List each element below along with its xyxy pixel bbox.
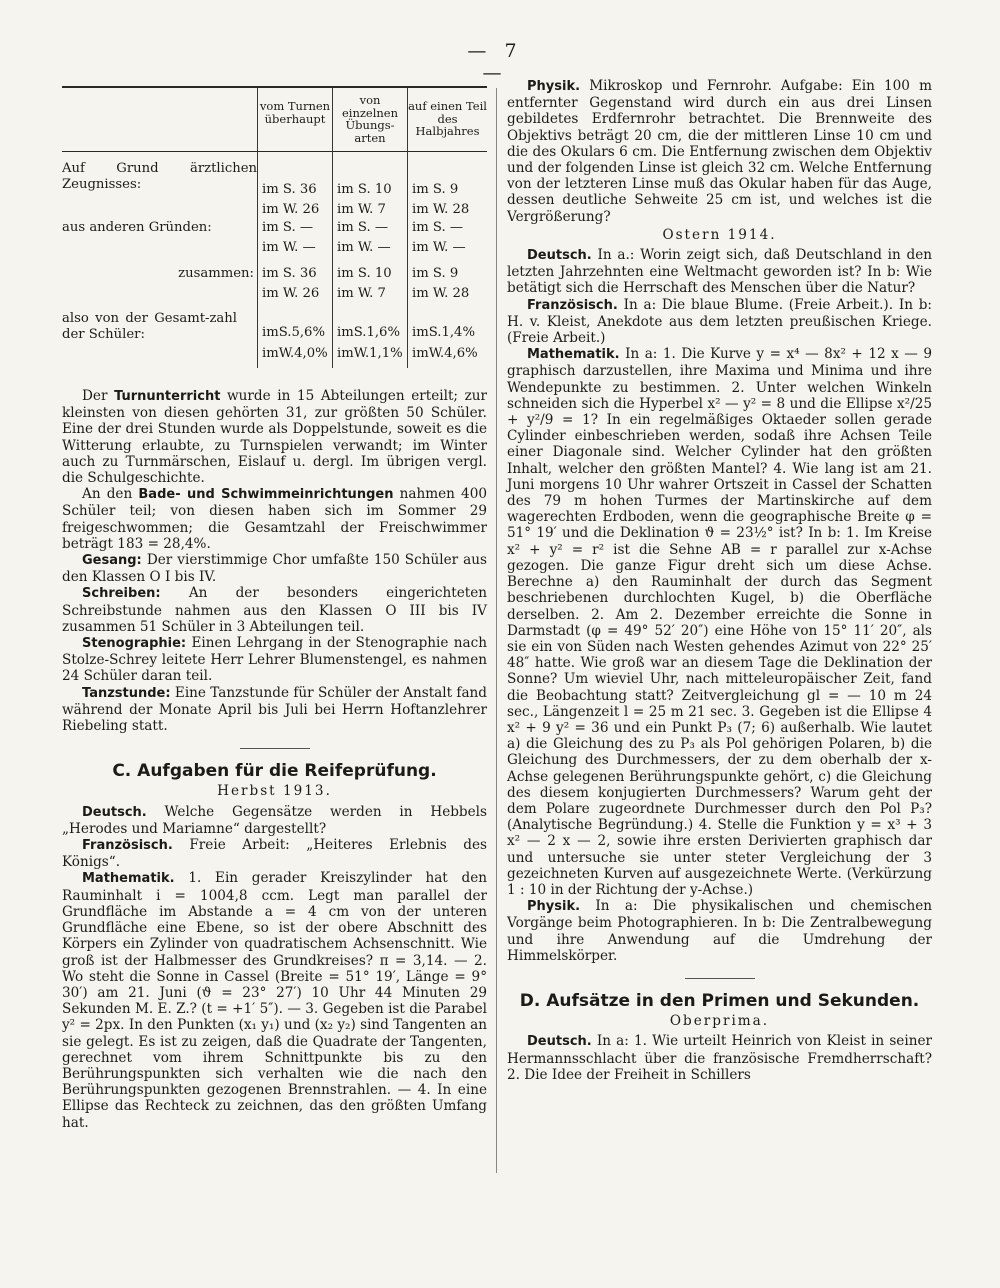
table-row-label: Auf Grund ärztlichen Zeugnisses:	[62, 161, 257, 193]
paragraph-bade: An den Bade- und Schwimmeinrichtungen nahmen 400 Schüler teil; von diesen haben sich im Sommer 29 freigeschwommen; die Gesamtzahl der Freischwimmer beträgt 183 = 28,4%.	[62, 486, 488, 552]
page-number: — 7 —	[467, 40, 523, 84]
table-cell: imS.1,4%	[412, 325, 475, 340]
table-row-label: also von der Gesamt-zahl der Schüler:	[62, 311, 237, 343]
table-cell: im S. 10	[337, 266, 392, 281]
subheading-oberprima: Oberprima.	[669, 1013, 770, 1030]
paragraph-schreiben: Schreiben: An der besonders eingerichteten Schreibstunde nahmen aus den Klassen O III bis IV zusammen 51 Schüler in 3 Abteilungen teil.	[62, 585, 488, 635]
paragraph-deutsch-2: Deutsch. In a: 1. Wie urteilt Heinrich von Kleist in seiner Hermannsschlacht über die französische Fremdherrschaft? 2. Die Idee der Freiheit in Schillers	[507, 1033, 932, 1083]
table-cell: im W. 26	[262, 202, 320, 217]
table-header: vom Turnen überhaupt	[259, 99, 331, 126]
section-heading-d: D. Aufsätze in den Primen und Sekunden.	[519, 990, 920, 1011]
table-header-rule	[62, 151, 487, 152]
table-cell: im W. —	[262, 240, 316, 255]
paragraph-mathematik: Mathematik. 1. Ein gerader Kreiszylinder hat den Rauminhalt i = 1004,8 ccm. Legt man parallel der Grundfläche im Abstande a = 4 cm von der unteren Grundfläche eine Ebene, so ist der obere Abschnitt des Körpers ein Zylinder von quadratischem Achsenschnitt. Wie groß ist der Halbmesser des Grundkreises? π = 3,14. — 2. Wo steht die Sonne in Cassel (Breite = 51° 19′, Länge = 9° 30′) am 21. Juni (ϑ = 23° 27′) 10 Uhr 44 Minuten 29 Sekunden M. E. Z.? (t = +1′ 5″). — 3. Gegeben ist die Parabel y² = 2px. In den Punkten (x₁ y₁) und (x₂ y₂) sind Tangenten an sie gelegt. Es ist zu zeigen, daß die Quadrate der Tangenten, gerechnet vom ihrem Schnittpunkte bis zu den Berührungspunkten sich verhalten wie die nach den Berührungspunkten gezogenen Brennstrahlen. — 4. In eine Ellipse das Rechteck zu zeichnen, das den größten Umfang hat.	[62, 870, 488, 1131]
table-cell: im S. 9	[412, 182, 459, 197]
paragraph-franzoesisch: Französisch. Freie Arbeit: „Heiteres Erlebnis des Königs“.	[62, 837, 487, 871]
left-column	[62, 78, 487, 1131]
table-cell: im S. 10	[337, 182, 392, 197]
table-cell: im W. 26	[262, 286, 320, 301]
paragraph-physik-2: Physik. In a: Die physikalischen und chemischen Vorgänge beim Photographieren. In b: Die Zentralbewegung und ihre Anwendung auf die Umdrehung der Himmelskörper.	[507, 898, 932, 964]
table-row-label: aus anderen Gründen:	[62, 220, 212, 235]
section-heading-c: C. Aufgaben für die Reifeprüfung.	[112, 761, 437, 782]
paragraph-franzoesisch: Französisch. In a: Die blaue Blume. (Freie Arbeit.). In b: H. v. Kleist, Anekdote aus dem letzten preußischen Kriege. (Freie Arbeit.)	[507, 296, 932, 347]
paragraph-physik: Physik. Mikroskop und Fernrohr. Aufgabe: Ein 100 m entfernter Gegenstand wird durch ein aus drei Linsen gebildetes Erdfernrohr betrachtet. Die Brennweite des Objektivs beträgt 20 cm, die der mittleren Linse 10 cm und die des Okulars 6 cm. Die Entfernung zwischen dem Objektiv und der folgenden Linse ist gleich 32 cm. Welche Entfernung von der letzteren Linse muß das Okular haben für das Auge, dessen deutliche Sehweite 25 cm ist, und welches ist die Vergrößerung?	[507, 78, 932, 225]
table-cell: im W. 7	[337, 286, 386, 301]
right-column	[507, 78, 932, 1083]
table-cell: imS.5,6%	[262, 325, 325, 340]
subheading-herbst: Herbst 1913.	[217, 783, 332, 800]
table-cell: im S. —	[412, 220, 464, 235]
table-cell: imW.4,6%	[412, 346, 478, 361]
paragraph-stenographie: Stenographie: Einen Lehrgang in der Stenographie nach Stolze-Schrey leitete Herr Lehrer Blumenstengel, es nahmen 24 Schüler daran teil.	[62, 635, 487, 685]
table-top-rule	[62, 86, 487, 88]
table-cell: imW.4,0%	[262, 346, 328, 361]
table-cell: imW.1,1%	[337, 346, 403, 361]
paragraph-deutsch: Deutsch. Welche Gegensätze werden in Hebbels „Herodes und Mariamne“ dargestellt?	[62, 803, 488, 837]
table-cell: im W. 28	[412, 286, 470, 301]
paragraph-mathematik: Mathematik. In a: 1. Die Kurve y = x⁴ — 8x² + 12 x — 9 graphisch darzustellen, ihre Maxima und Minima und ihre Wendepunkte zu bestimmen. 2. Unter welchen Winkeln schneiden sich die Hyperbel x² — y² = 8 und die Ellipse x²/25 + y²/9 = 1? In ein regelmäßiges Oktaeder sollen gerade Cylinder einbeschrieben werden, sodaß ihre Achsen Teile einer Diagonale sind. Welcher Cylinder hat den größten Inhalt, welcher den größten Mantel? 4. Wie lang ist am 21. Juni morgens 10 Uhr wahrer Ortszeit in Cassel der Schatten des 79 m hohen Turmes der Martinskirche auf dem wagerechten Erdboden, wenn die geographische Breite φ = 51° 19′ und die Deklination ϑ = 23½° ist? In b: 1. Im Kreise x² + y² = r² ist die Sehne AB = r parallel zur x-Achse gezogen. Die ganze Figur dreht sich um diese Achse. Berechne a) den Rauminhalt der durch das Segment beschriebenen durchlochten Kugel, b) die Oberfläche derselben. 2. Am 2. Dezember erreichte die Sonne in Darmstadt (φ = 49° 52′ 20″) eine Höhe von 15° 11′ 20″, als sie ein von Süden nach Westen gehendes Azimut von 22° 25′ 48″ hatte. Wie groß war an diesem Tage die Deklination der Sonne? Um wieviel Uhr, nach mitteleuropäischer Zeit, fand die Beobachtung statt? Zeitvergleichung gl = — 10 m 24 sec., Längenzeit l = 25 m 21 sec. 3. Gegeben ist die Ellipse 4 x² + 9 y² = 36 und ein Punkt P₃ (7; 6) außerhalb. Wie lautet a) die Gleichung des zu P₃ als Pol gehörigen Polaren, b) die Gleichung des Durchmessers, der zu dem oberhalb der x-Achse gelegenen Berührungspunkte gehört, c) die Gleichung des diesem konjugierten Durchmessers? Warum geht der dem Polare zugeordnete Durchmesser durch den Pol P₃? (Analytische Begründung.) 4. Stelle die Funktion y = x³ + 3 x² — 2 x — 2, sowie ihre ersten Derivierten graphisch dar und untersuche sie unter steter Vergleichung der 3 gezeichneten Kurven auf ausgezeichnete Werte. (Verkürzung 1 : 10 in der Richtung der y-Achse.)	[507, 346, 932, 898]
section-rule	[685, 978, 755, 979]
table-header: auf einen Teil des Halbjahres	[408, 99, 487, 138]
table-cell: im S. 9	[412, 266, 459, 281]
table-header: von einzelnen Übungs-arten	[341, 93, 399, 145]
table-cell: im S. —	[337, 220, 389, 235]
table-cell: im S. 36	[262, 182, 317, 197]
section-rule	[240, 748, 310, 749]
paragraph-turnunterricht: Der Turnunterricht wurde in 15 Abteilungen erteilt; zur kleinsten von diesen gehörten 31, zur größten 50 Schüler. Eine der drei Stunden wurde als Doppelstunde, soweit es die Witterung erlaubte, zu Turnspielen verwandt; im Winter auch zu Turnmärschen, Eislauf u. dergl. Im übrigen vergl. die Schulgeschichte.	[62, 388, 488, 487]
table-row-label: zusammen:	[178, 266, 254, 281]
table-cell: im W. —	[412, 240, 466, 255]
subheading-ostern: Ostern 1914.	[662, 226, 777, 243]
paragraph-deutsch: Deutsch. In a.: Worin zeigt sich, daß Deutschland in den letzten Jahrzehnten eine Weltmacht geworden ist? In b: Wie betätigt sich die Herrschaft des Menschen über die Natur?	[507, 247, 932, 297]
table-cell: im W. 28	[412, 202, 470, 217]
table-cell: im W. —	[337, 240, 391, 255]
table-cell: im S. —	[262, 220, 314, 235]
table-cell: imS.1,6%	[337, 325, 400, 340]
exemption-table	[62, 78, 487, 374]
table-cell: im W. 7	[337, 202, 386, 217]
table-cell: im S. 36	[262, 266, 317, 281]
table-vline	[257, 88, 258, 368]
paragraph-tanzstunde: Tanzstunde: Eine Tanzstunde für Schüler der Anstalt fand während der Monate April bis Juli bei Herrn Hoftanzlehrer Riebeling statt.	[62, 684, 488, 735]
paragraph-gesang: Gesang: Der vierstimmige Chor umfaßte 150 Schüler aus den Klassen O I bis IV.	[62, 552, 487, 586]
column-divider	[496, 88, 497, 1173]
